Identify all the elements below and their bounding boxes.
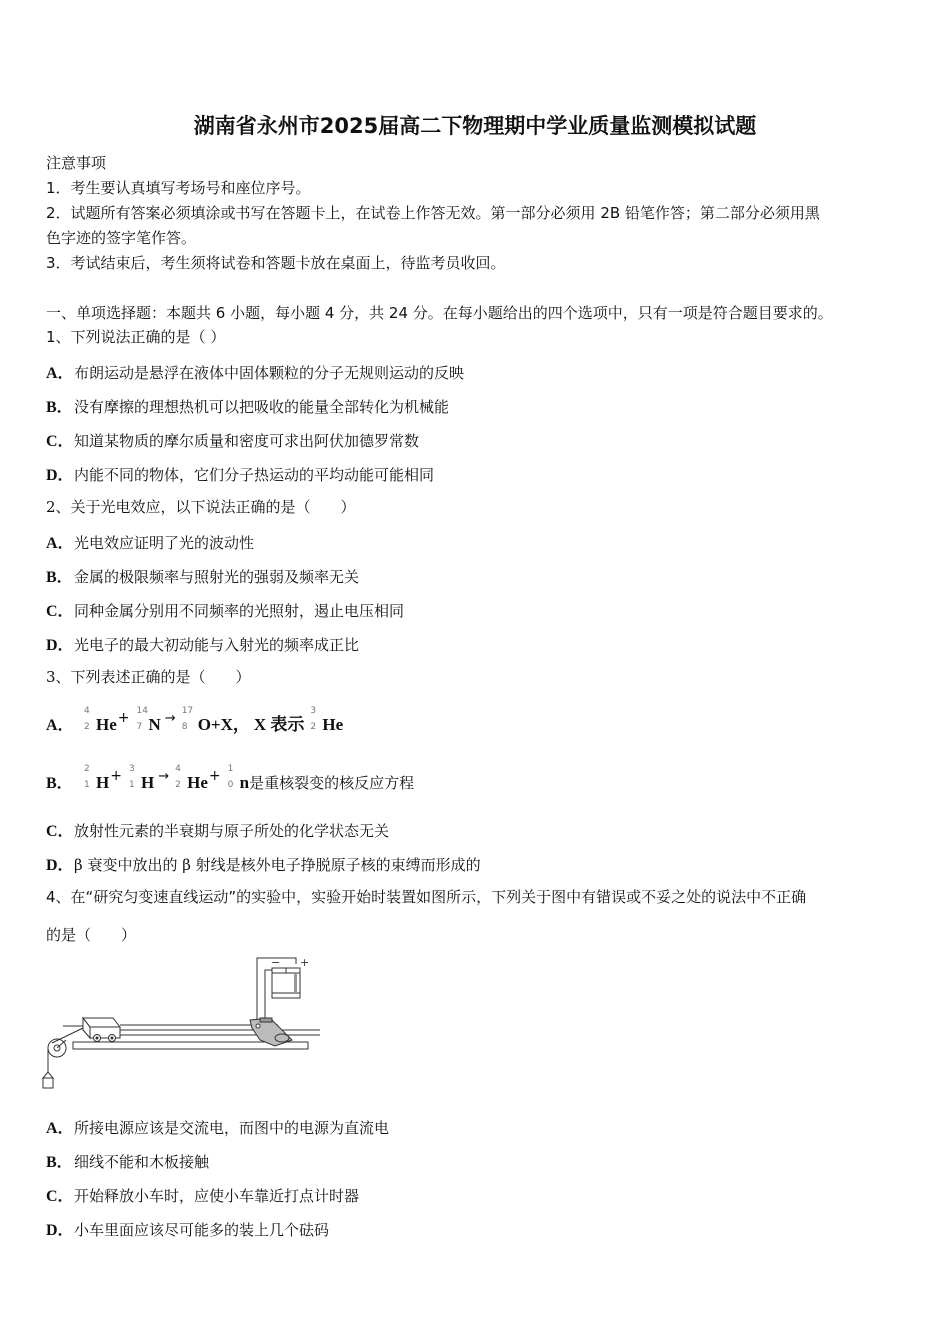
option-label: D． (46, 1222, 74, 1239)
option-label: D． (46, 637, 74, 654)
option-text: 内能不同的物体，它们分子热运动的平均动能可能相同 (74, 466, 435, 484)
nuclide-h2: 2 1 (84, 764, 90, 791)
option-text: 所接电源应该是交流电，而图中的电源为直流电 (74, 1119, 390, 1137)
question-2-option-b (46, 564, 359, 587)
option-text: 放射性元素的半衰期与原子所处的化学状态无关 (74, 822, 390, 840)
question-1-option-a (46, 360, 464, 383)
option-label: C． (46, 823, 74, 840)
nuclide-n14: 14 7 (136, 706, 148, 733)
question-4-stem-cont: 的是（ ） (46, 926, 137, 944)
question-4-option-d (46, 1217, 329, 1240)
option-label: D． (46, 467, 74, 484)
option-label: B． (46, 775, 73, 792)
question-1-stem: 1、下列说法正确的是（ ） (46, 328, 226, 346)
question-1-option-b (46, 394, 449, 417)
question-1-option-c (46, 428, 419, 451)
hanging-weight-icon (43, 1072, 53, 1088)
question-3-option-c (46, 818, 389, 841)
question-3-option-b: B． 2 1 H+ 3 1 H → 4 2 He+ 1 0 n是重核裂变的核反应方程 (46, 770, 414, 794)
option-label: B． (46, 399, 73, 416)
option-label: C． (46, 433, 74, 450)
section-heading: 一、单项选择题：本题共 6 小题，每小题 4 分，共 24 分。在每小题给出的四个选项中，只有一项是符合题目要求的。 (46, 304, 833, 322)
option-text: 光电子的最大初动能与入射光的频率成正比 (74, 636, 360, 654)
cart-icon (83, 1018, 120, 1042)
nuclide-he4: 4 2 (84, 706, 90, 733)
option-text: 布朗运动是悬浮在液体中固体颗粒的分子无规则运动的反映 (74, 364, 465, 382)
option-text: 同种金属分别用不同频率的光照射，遏止电压相同 (74, 602, 405, 620)
notice-item-2: 2．试题所有答案必须填涂或书写在答题卡上，在试卷上作答无效。第一部分必须用 2B 铅笔作答；第二部分必须用黑 (46, 204, 820, 222)
question-2-option-a (46, 530, 254, 553)
question-1-option-d (46, 462, 434, 485)
question-3-option-a: A． 4 2 He+ 14 7 N → 17 8 O+X， X 表示 3 2 He (46, 710, 343, 736)
svg-text:+: + (300, 956, 310, 969)
nuclide-o17: 17 8 (181, 706, 194, 733)
nuclide-he4: 4 2 (175, 764, 181, 791)
experiment-diagram (30, 950, 330, 1095)
option-text: 小车里面应该尽可能多的装上几个砝码 (74, 1221, 330, 1239)
question-3-option-d (46, 852, 481, 875)
option-label: C． (46, 1188, 74, 1205)
question-2-option-d (46, 632, 359, 655)
page-title: 湖南省永州市2025届高二下物理期中学业质量监测模拟试题 (193, 114, 757, 138)
question-2-option-c (46, 598, 404, 621)
question-4-stem: 4、在“研究匀变速直线运动”的实验中，实验开始时装置如图所示，下列关于图中有错误或不妥之处的说法中不正确 (46, 888, 807, 906)
option-text: 开始释放小车时，应使小车靠近打点计时器 (74, 1187, 360, 1205)
nuclide-neutron: 1 0 (227, 764, 234, 791)
option-label: B． (46, 1154, 73, 1171)
question-4-option-c (46, 1183, 359, 1206)
option-text: β 衰变中放出的 β 射线是核外电子挣脱原子核的束缚而形成的 (74, 856, 481, 874)
notice-item-3: 3．考试结束后，考生须将试卷和答题卡放在桌面上，待监考员收回。 (46, 254, 506, 272)
notice-heading: 注意事项 (46, 154, 107, 172)
question-4-option-a (46, 1115, 389, 1138)
notice-item-1: 1．考生要认真填写考场号和座位序号。 (46, 179, 311, 197)
option-text: 没有摩擦的理想热机可以把吸收的能量全部转化为机械能 (74, 398, 450, 416)
nuclide-he3: 3 2 (310, 706, 317, 733)
option-label: A． (46, 365, 74, 382)
pulley-icon (48, 1039, 66, 1057)
option-label: A． (46, 535, 74, 552)
option-label: B． (46, 569, 73, 586)
power-supply-icon (272, 968, 300, 998)
option-text: 细线不能和木板接触 (74, 1153, 210, 1171)
option-label: A． (46, 717, 74, 734)
option-label: A． (46, 1120, 74, 1137)
option-text: 知道某物质的摩尔质量和密度可求出阿伏加德罗常数 (74, 432, 420, 450)
question-2-stem: 2、关于光电效应，以下说法正确的是（ ） (46, 498, 356, 516)
nuclide-h3: 3 1 (128, 764, 135, 791)
question-4-option-b (46, 1149, 209, 1172)
option-text: 光电效应证明了光的波动性 (74, 534, 255, 552)
question-3-stem: 3、下列表述正确的是（ ） (46, 668, 251, 686)
option-text: 金属的极限频率与照射光的强弱及频率无关 (74, 568, 360, 586)
svg-text:−: − (271, 956, 281, 969)
notice-item-2-cont: 色字迹的签字笔作答。 (46, 229, 197, 247)
option-label: C． (46, 603, 74, 620)
option-label: D． (46, 857, 74, 874)
